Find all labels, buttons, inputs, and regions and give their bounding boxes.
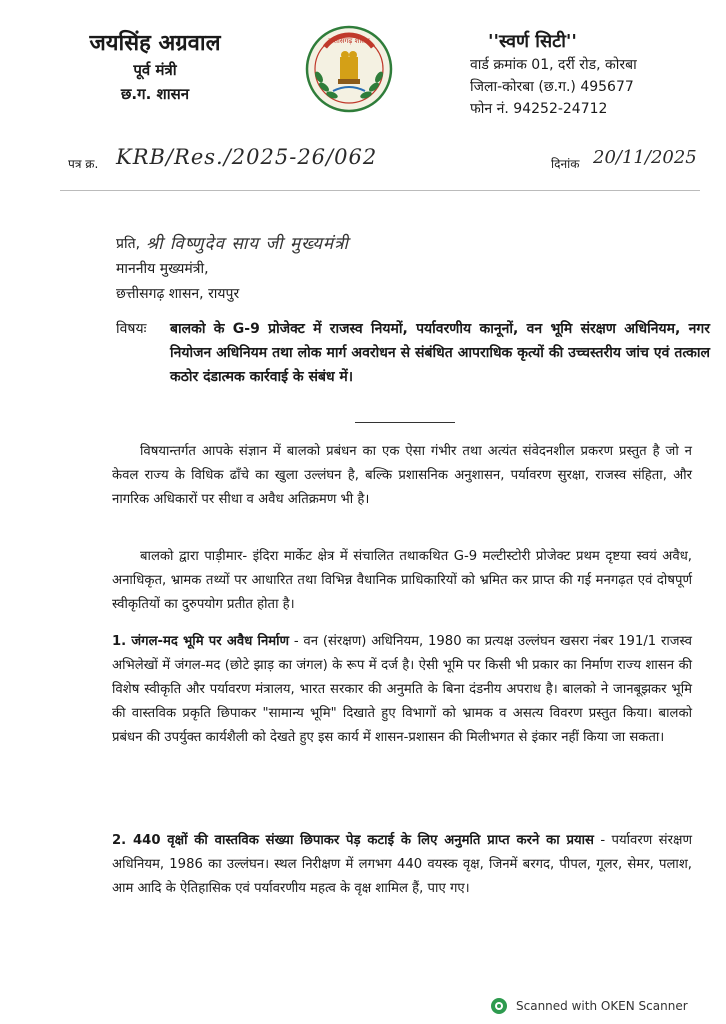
point-1-text: - वन (संरक्षण) अधिनियम, 1980 का प्रत्यक्ष उल्लंघन खसरा नंबर 191/1 राजस्व अभिलेखों में जंगल-मद (छोटे झाड़ का जंगल) के रूप में दर्ज है। ऐसी भूमि पर किसी भी प्रकार का निर्माण राज्य शासन की विशेष स्वीकृति और पर्यावरण मंत्रालय, भारत सरकार की अनुमति के बिना दंडनीय अपराध है। बालको ने जानबूझकर भूमि की वास्तविक प्रकृति छिपाकर "सामान्य भूमि" दिखाते हुए विभागों को भ्रामक व असत्य विवरण प्रस्तुत किया। बालको प्रबंधन की उपर्युक्त कार्यशैली को देखते हुए इस कार्य में शासन-प्रशासन की मिलीभगत से इंकार नहीं किया जा सकता।	[112, 634, 692, 745]
point-1-heading: 1. जंगल-मद भूमि पर अवैध निर्माण	[112, 634, 290, 649]
subject-underline	[355, 422, 455, 423]
sender-government: छ.ग. शासन	[120, 85, 190, 103]
subject-block	[116, 317, 716, 389]
phone-number: फोन नं. 94252-24712	[470, 101, 608, 117]
addressee-block	[116, 232, 696, 307]
handwritten-addressee: श्री विष्णुदेव साय जी मुख्यमंत्री	[146, 234, 349, 254]
sender-designation: पूर्व मंत्री	[133, 61, 177, 79]
residence-name: ''स्वर्ण सिटी''	[488, 31, 577, 52]
state-emblem-icon	[305, 25, 393, 113]
body-paragraph-1: विषयान्तर्गत आपके संज्ञान में बालको प्रबंधन का एक ऐसा गंभीर तथा अत्यंत संवेदनशील प्रकरण प्रस्तुत है जो न केवल राज्य के विधिक ढाँचे का खुला उल्लंघन है, बल्कि प्रशासनिक अनुशासन, पर्यावरण सुरक्षा, राजस्व संहिता, और नागरिक अधिकारों पर सीधा व अवैध अतिक्रमण भी है।	[112, 444, 692, 507]
scanner-watermark	[490, 996, 720, 1016]
prati-label: प्रति,	[116, 236, 141, 252]
emblem-caption: छत्तीसगढ़ शासन	[328, 37, 370, 45]
subject-label: विषयः	[116, 321, 147, 337]
address-line-2: जिला-कोरबा (छ.ग.) 495677	[470, 79, 634, 95]
point-1	[112, 630, 692, 750]
point-2-heading: 2. 440 वृक्षों की वास्तविक संख्या छिपाकर पेड़ कटाई के लिए अनुमति प्राप्त करने का प्रयास	[112, 833, 594, 848]
letterhead-right	[470, 30, 700, 120]
reference-label: पत्र क्र.	[68, 157, 99, 171]
date-label: दिनांक	[551, 157, 580, 171]
addressee-line-1: माननीय मुख्यमंत्री,	[116, 261, 209, 277]
addressee-line-2: छत्तीसगढ़ शासन, रायपुर	[116, 286, 240, 302]
letterhead-left	[55, 30, 255, 106]
addressee-prati-row	[116, 232, 696, 257]
address-line-1: वार्ड क्रमांक 01, दर्री रोड, कोरबा	[470, 57, 637, 73]
reference-row	[68, 145, 698, 179]
point-2-text: - पर्यावरण संरक्षण अधिनियम, 1986 का उल्लंघन। स्थल निरीक्षण में लगभग 440 वयस्क वृक्ष, जिनमें बरगद, पीपल, गूलर, सेमर, पलाश, आम आदि के ऐतिहासिक एवं पर्यावरणीय महत्व के वृक्ष शामिल हैं, पाए गए।	[112, 833, 692, 896]
body-paragraph-2: बालको द्वारा पाड़ीमार- इंदिरा मार्केट क्षेत्र में संचालित तथाकथित G-9 मल्टीस्टोरी प्रोजेक्ट प्रथम दृष्टया स्वयं अवैध, अनाधिकृत, भ्रामक तथ्यों पर आधारित तथा विभिन्न वैधानिक प्राधिकारियों को भ्रमित कर प्राप्त की गई मनगढ़त एवं दोषपूर्ण स्वीकृतियों का दुरुपयोग प्रतीत होता है।	[112, 549, 692, 612]
oken-scanner-logo-icon	[490, 997, 508, 1015]
point-2	[112, 829, 692, 901]
date-value: 20/11/2025	[593, 147, 697, 168]
subject-text: बालको के G-9 प्रोजेक्ट में राजस्व नियमों, पर्यावरणीय कानूनों, वन भूमि संरक्षण अधिनियम, नगर नियोजन अधिनियम तथा लोक मार्ग अवरोधन से संबंधित आपराधिक कृत्यों की उच्चस्तरीय जांच एवं तत्काल कठोर दंडात्मक कार्रवाई के संबंध में।	[170, 321, 710, 385]
scanner-text: Scanned with OKEN Scanner	[516, 999, 688, 1013]
header-divider	[60, 190, 700, 191]
reference-number: KRB/Res./2025-26/062	[116, 145, 378, 169]
sender-name: जयसिंह अग्रवाल	[89, 31, 221, 56]
